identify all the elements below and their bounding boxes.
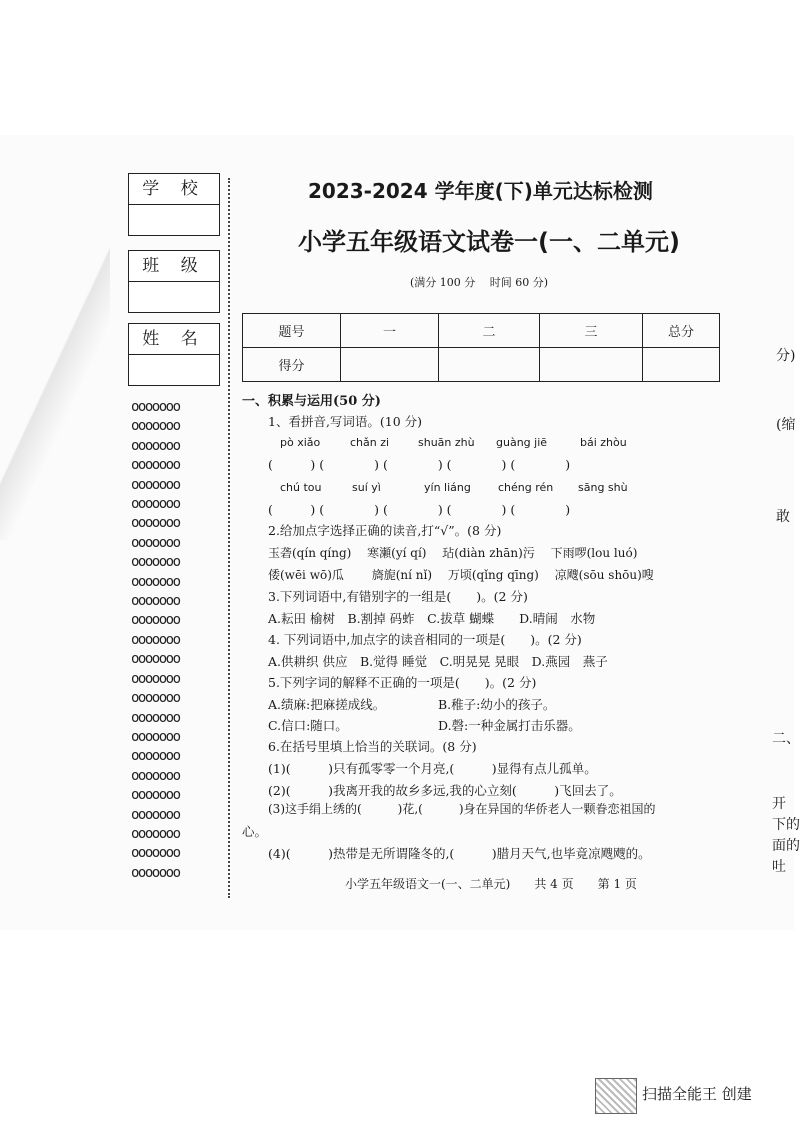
q2-title: 2.给加点字选择正确的读音,打“√”。(8 分) [268, 523, 502, 538]
bubble-row: ooooooo [131, 399, 180, 415]
bubble-row: ooooooo [131, 534, 180, 551]
bubble-row: ooooooo [131, 573, 180, 590]
school-box [128, 173, 220, 236]
bubble-row: ooooooo [131, 864, 180, 881]
bubble-row: ooooooo [131, 496, 180, 513]
score-cell[interactable] [341, 348, 439, 382]
bubble-row: ooooooo [131, 631, 180, 648]
q2-line: 倭(wēi wō)瓜 旖旎(ní nǐ) 万顷(qǐng qīng) 凉飕(sōu shōu)嗖 [268, 568, 654, 582]
scanner-watermark: 扫描全能王 创建 [642, 1085, 752, 1103]
bubble-row: ooooooo [131, 554, 180, 571]
answer-bubbles [131, 398, 221, 883]
q6-sentence: (3)这手绢上绣的( )花,( )身在异国的华侨老人一颗眷恋祖国的 [268, 802, 656, 816]
score-header-cell: 三 [540, 314, 643, 348]
bubble-row: ooooooo [131, 845, 180, 862]
score-table [242, 313, 720, 382]
q3-options: A.耘田 榆树 B.割掉 码蚱 C.拔草 蝴蝶 D.晴闹 水物 [268, 611, 596, 626]
q6-sentence: (1)( )只有孤零零一个月亮,( )显得有点儿孤单。 [268, 761, 597, 776]
bubble-row: ooooooo [131, 709, 180, 726]
q1-answer-brackets[interactable]: ( ) ( ) ( ) ( ) ( ) [268, 457, 571, 472]
bubble-row: ooooooo [131, 612, 180, 629]
q3-title: 3.下列词语中,有错别字的一组是( )。(2 分) [268, 589, 528, 604]
q1-pinyin: sāng shù [578, 481, 628, 494]
bubble-row: ooooooo [131, 690, 180, 707]
bubble-row: ooooooo [131, 767, 180, 784]
next-page-fragment: 二、 [772, 731, 800, 747]
q1-pinyin: shuān zhù [418, 436, 475, 449]
q1-pinyin: yín liáng [424, 481, 471, 494]
bubble-row: ooooooo [131, 728, 180, 745]
q6-title: 6.在括号里填上恰当的关联词。(8 分) [268, 739, 477, 754]
page-shadow [0, 240, 110, 540]
q4-title: 4. 下列词语中,加点字的读音相同的一项是( )。(2 分) [268, 632, 582, 647]
q1-pinyin: bái zhòu [580, 436, 627, 449]
scanner-logo-icon [595, 1078, 637, 1114]
q2-line: 玉砻(qín qíng) 寒瀬(yí qí) 玷(diàn zhān)污 下雨啰(lou luó) [268, 546, 638, 560]
q1-title: 1、看拼音,写词语。(10 分) [268, 414, 423, 429]
page-footer: 小学五年级语文一(一、二单元) 共 4 页 第 1 页 [345, 877, 637, 891]
bubble-row: ooooooo [131, 748, 180, 765]
bubble-row: ooooooo [131, 457, 180, 474]
section-1-heading: 一、积累与运用(50 分) [242, 394, 381, 409]
score-cell[interactable] [643, 348, 720, 382]
score-header-cell: 题号 [243, 314, 341, 348]
next-page-fragment: 面的 [772, 838, 800, 854]
q5-option-c: C.信口:随口。 [268, 718, 348, 733]
school-field[interactable] [129, 205, 219, 235]
bubble-row: ooooooo [131, 651, 180, 668]
bubble-row: ooooooo [131, 437, 180, 454]
q1-pinyin: guàng jiē [496, 436, 548, 449]
score-header-cell: 二 [439, 314, 540, 348]
q5-option-a: A.绩麻:把麻搓成线。 [268, 697, 386, 712]
seal-line [228, 178, 230, 898]
q5-option-b: B.稚子:幼小的孩子。 [438, 697, 556, 712]
q6-sentence-cont: 心。 [242, 824, 268, 839]
name-label: 姓 名 [129, 324, 219, 355]
next-page-fragment: 吐 [772, 859, 786, 875]
bubble-row: ooooooo [131, 806, 180, 823]
q1-pinyin: suí yì [352, 481, 381, 494]
score-row-label: 得分 [243, 348, 341, 382]
next-page-fragment: (缩 [776, 417, 796, 433]
next-page-fragment: 开 [772, 796, 786, 812]
bubble-row: ooooooo [131, 670, 180, 687]
q1-pinyin: chú tou [280, 481, 322, 494]
bubble-row: ooooooo [131, 418, 180, 435]
q4-options: A.供耕织 供应 B.觉得 睡觉 C.明晃晃 晃眼 D.燕园 燕子 [268, 654, 608, 669]
school-label: 学 校 [129, 174, 219, 205]
q1-pinyin: pò xiǎo [280, 436, 321, 449]
q5-title: 5.下列字词的解释不正确的一项是( )。(2 分) [268, 675, 537, 690]
q6-sentence: (2)( )我离开我的故乡多远,我的心立刻( )飞回去了。 [268, 783, 622, 798]
name-box [128, 323, 220, 386]
name-field[interactable] [129, 355, 219, 385]
bubble-row: ooooooo [131, 593, 180, 610]
q5-option-d: D.磬:一种金属打击乐器。 [438, 718, 581, 733]
score-header-cell: 总分 [643, 314, 720, 348]
next-page-fragment: 分) [776, 348, 796, 364]
exam-title: 小学五年级语文试卷一(一、二单元) [298, 228, 680, 256]
score-cell[interactable] [540, 348, 643, 382]
bubble-row: ooooooo [131, 787, 180, 804]
exam-year-title: 2023-2024 学年度(下)单元达标检测 [308, 179, 653, 203]
exam-meta: (满分 100 分 时间 60 分) [410, 276, 549, 289]
class-box [128, 250, 220, 313]
q1-pinyin: chǎn zi [350, 436, 390, 449]
q6-sentence: (4)( )热带是无所谓隆冬的,( )腊月天气,也毕竟凉飕飕的。 [268, 846, 651, 861]
bubble-row: ooooooo [131, 515, 180, 532]
next-page-fragment: 下的 [772, 817, 800, 833]
next-page-fragment: 敢 [776, 509, 790, 525]
score-cell[interactable] [439, 348, 540, 382]
class-field[interactable] [129, 282, 219, 312]
q1-answer-brackets[interactable]: ( ) ( ) ( ) ( ) ( ) [268, 502, 571, 517]
class-label: 班 级 [129, 251, 219, 282]
bubble-row: ooooooo [131, 825, 180, 842]
q1-pinyin: chéng rén [498, 481, 554, 494]
score-header-cell: 一 [341, 314, 439, 348]
bubble-row: ooooooo [131, 476, 180, 493]
